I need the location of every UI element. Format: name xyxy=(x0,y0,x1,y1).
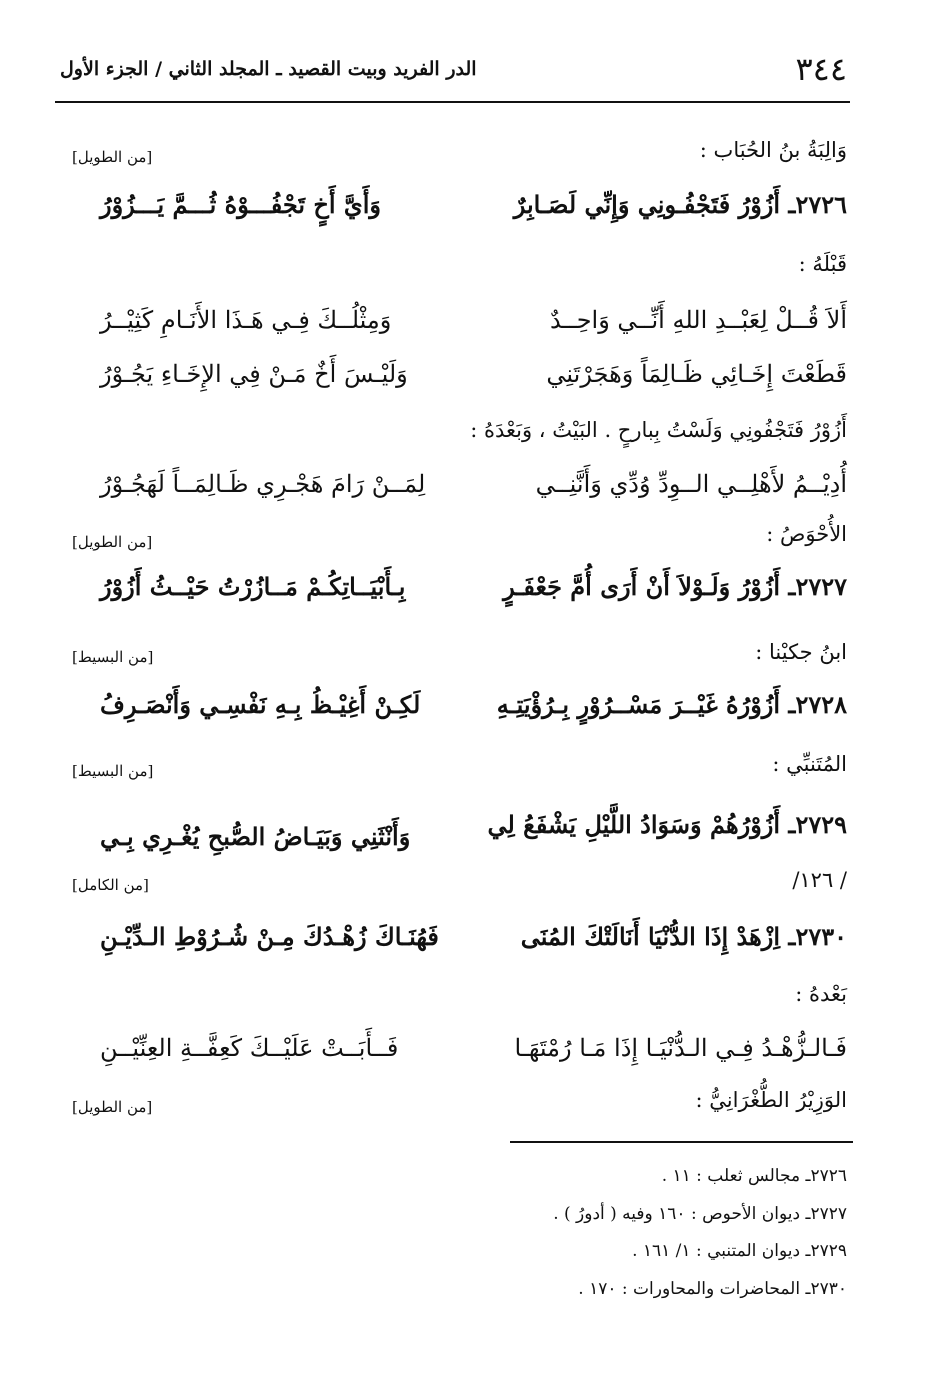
note-label: بَعْدهُ : xyxy=(795,982,847,1006)
footnote: ٢٧٢٦ـ مجالس ثعلب : ١١ . xyxy=(661,1166,847,1186)
verse-first-hemistich: ٢٧٢٨ـ أَزُوْرُهُ غَيْــرَ مَسْــرُوْرٍ بِـرُؤْيَتِـهِ xyxy=(496,690,847,719)
poet-name: الأُحْوَصُ : xyxy=(766,522,847,546)
verse-second-hemistich: فَــأَبَــتْ عَلَيْــكَ كَعِفَّــةِ العِنِّيْــنِ xyxy=(100,1034,399,1062)
verse-second-hemistich: لَكِـنْ أَغِيْـظُ بِـهِ نَفْسِـي وَأَنْصَـرِفُ xyxy=(100,690,421,719)
verse-first-hemistich: أَلاَ قُــلْ لِعَبْــدِ اللهِ أَنِّــي وَاحِــدٌ xyxy=(550,306,847,334)
meter-tag: [من الكامل] xyxy=(72,876,149,894)
page-marker: / ١٢٦/ xyxy=(792,868,847,892)
verse-first-hemistich: ٢٧٢٦ـ أَزُوْرُ فَتَجْفُـونِي وَإِنِّي لَصَـابِرٌ xyxy=(513,190,847,219)
running-title: الدر الفريد وبيت القصيد ـ المجلد الثاني / الجزء الأول xyxy=(60,58,477,80)
verse-second-hemistich: وَأَيَّ أَخٍ تَجْفُـــوْهُ ثُـــمَّ يَـــزُوْرُ xyxy=(100,190,381,219)
poet-name: وَالِبَةُ بنُ الحُبَاب : xyxy=(699,138,847,162)
verse-first-hemistich: ٢٧٣٠ـ اِزْهَدْ إِذَا الدُّنْيَا أَنَالَتْكَ المُنَى xyxy=(520,922,847,951)
verse-first-hemistich: فَـالـزُّهْـدُ فِـي الـدُّنْيَـا إِذَا مَـا رُمْتَهَـا xyxy=(514,1034,847,1062)
verse-first-hemistich: ٢٧٢٧ـ أَزُوْرُ وَلَـوْلاَ أَنْ أَرَى أُمَّ جَعْفَـرٍ xyxy=(503,572,847,601)
poet-name: ابنُ جكيْنا : xyxy=(755,640,847,664)
poet-name: المُتَنبِّي : xyxy=(772,752,847,776)
verse-first-hemistich: أُدِيْــمُ لأَهْلِــي الــوِدِّ وُدِّي وَأَنَّنِــي xyxy=(535,470,847,498)
footnote: ٢٧٢٩ـ ديوان المتنبي : ١/ ١٦١ . xyxy=(632,1241,847,1261)
verse-second-hemistich: وَمِثْلُــكَ فِـي هَـذَا الأَنَـامِ كَثِيْــرُ xyxy=(100,306,392,334)
verse-first-hemistich: ٢٧٢٩ـ أَزُوْرُهُمْ وَسَوَادُ اللَّيْلِ يَشْفَعُ لِي xyxy=(487,810,847,839)
meter-tag: [من الطويل] xyxy=(72,533,153,551)
footnote: ٢٧٣٠ـ المحاضرات والمحاورات : ١٧٠ . xyxy=(578,1279,847,1299)
footnote-divider xyxy=(510,1141,853,1143)
poet-name: الوَزِيْرُ الطُّغْرَانِيُّ : xyxy=(695,1088,847,1112)
verse-second-hemistich: بِـأَبْيَــاتِكُـمْ مَــازُرْتُ حَيْــثُ أَزُوْرُ xyxy=(100,572,406,601)
meter-tag: [من البسيط] xyxy=(72,762,154,780)
verse-second-hemistich: لِمَــنْ رَامَ هَجْـرِي ظَـالِمَــاً لَهَجُـوْرُ xyxy=(100,470,426,498)
header-divider xyxy=(55,101,850,103)
verse-second-hemistich: فَهُنَـاكَ زُهْـدُكَ مِـنْ شُـرُوْطِ الـدِّيْـنِ xyxy=(100,922,439,951)
note-label: قَبْلَهُ : xyxy=(798,252,847,276)
meter-tag: [من الطويل] xyxy=(72,148,153,166)
footnote: ٢٧٢٧ـ ديوان الأحوص : ١٦٠ وفيه ( أدورُ ) . xyxy=(553,1204,847,1224)
note-text: أَزُوْرُ فَتَجْفُونِي وَلَسْتُ بِبارحٍ . البَيْتُ ، وَبَعْدَهُ : xyxy=(470,418,847,442)
page-number: ٣٤٤ xyxy=(795,50,847,88)
meter-tag: [من الطويل] xyxy=(72,1098,153,1116)
verse-second-hemistich: وَلَيْـسَ أَخٌ مَـنْ فِي الإِخَـاءِ يَجُـوْرُ xyxy=(100,360,408,388)
verse-second-hemistich: وَأَنْثَنِي وَبَيَـاضُ الصُّبحِ يُغْـرِي بِـي xyxy=(100,822,411,851)
meter-tag: [من البسيط] xyxy=(72,648,154,666)
verse-first-hemistich: قَطَعْتَ إِخَـائِي ظَـالِمَاً وَهَجَرْتَنِي xyxy=(546,360,847,388)
